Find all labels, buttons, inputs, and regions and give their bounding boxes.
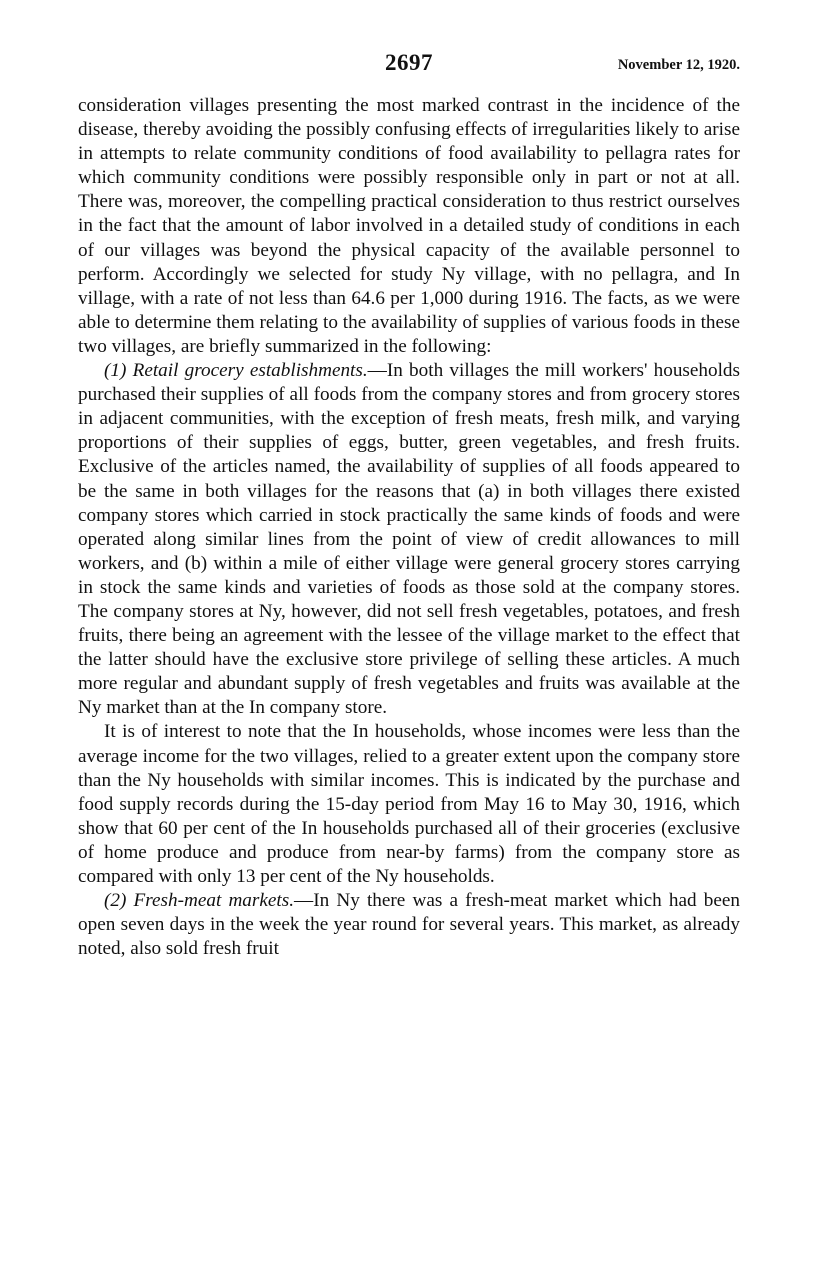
paragraph-text: —In Ny there was a fresh-meat market which had been open seven days in the week the year round for several years. This market, as already noted, also sold fresh fruit (78, 890, 740, 960)
paragraph-text: It is of interest to note that the In households, whose incomes were less than the average income for the two villages, relied to a greater extent upon the company store than the Ny households with similar incomes. This is indicated by the purchase and food supply records during the 15-day period from May 16 to May 30, 1916, which show that 60 per cent of the In households purchased all of their groceries (exclusive of home produce and produce from near-by farms) from the company store as compared with only 13 per cent of the Ny households. (78, 721, 740, 887)
paragraph-retail-grocery (78, 359, 740, 720)
article-body (78, 94, 740, 961)
section-heading-fresh-meat: (2) Fresh-meat markets. (104, 890, 294, 912)
section-heading-retail-grocery: (1) Retail grocery establishments. (104, 360, 368, 382)
page-number: 2697 (385, 50, 433, 75)
paragraph-fresh-meat (78, 889, 740, 961)
paragraph-company-store (78, 720, 740, 889)
paragraph-consideration (78, 94, 740, 359)
paragraph-text: —In both villages the mill workers' households purchased their supplies of all foods from the company stores and from grocery stores in adjacent communities, with the exception of fresh meats, fresh milk, and varying proportions of their supplies of eggs, butter, green vegetables, and fresh fruits. Exclusive of the articles named, the availability of supplies of all foods appeared to be the same in both villages for the reasons that (a) in both villages there existed company stores which carried in stock practically the same kinds of foods and were operated along similar lines from the point of view of credit allowances to mill workers, and (b) within a mile of either village were general grocery stores carrying in stock the same kinds and varieties of foods as those sold at the company stores. The company stores at Ny, however, did not sell fresh vegetables, potatoes, and fresh fruits, there being an agreement with the lessee of the village market to the effect that the latter should have the exclusive store privilege of selling these articles. A much more regular and abundant supply of fresh vegetables and fruits was available at the Ny market than at the In company store. (78, 360, 740, 719)
paragraph-text: consideration villages presenting the most marked contrast in the incidence of the disease, thereby avoiding the possibly confusing effects of irregularities likely to arise in attempts to relate community conditions of food availability to pellagra rates for which community conditions were possibly responsible only in part or not at all. There was, moreover, the compelling practical consideration to thus restrict ourselves in the fact that the amount of labor involved in a detailed study of conditions in each of our villages was beyond the physical capacity of the available personnel to perform. Accordingly we selected for study Ny village, with no pellagra, and In village, with a rate of not less than 64.6 per 1,000 during 1916. The facts, as we were able to determine them relating to the availability of supplies of various foods in these two villages, are briefly summarized in the following: (78, 95, 740, 357)
issue-date: November 12, 1920. (617, 57, 740, 73)
page-header (78, 50, 740, 80)
